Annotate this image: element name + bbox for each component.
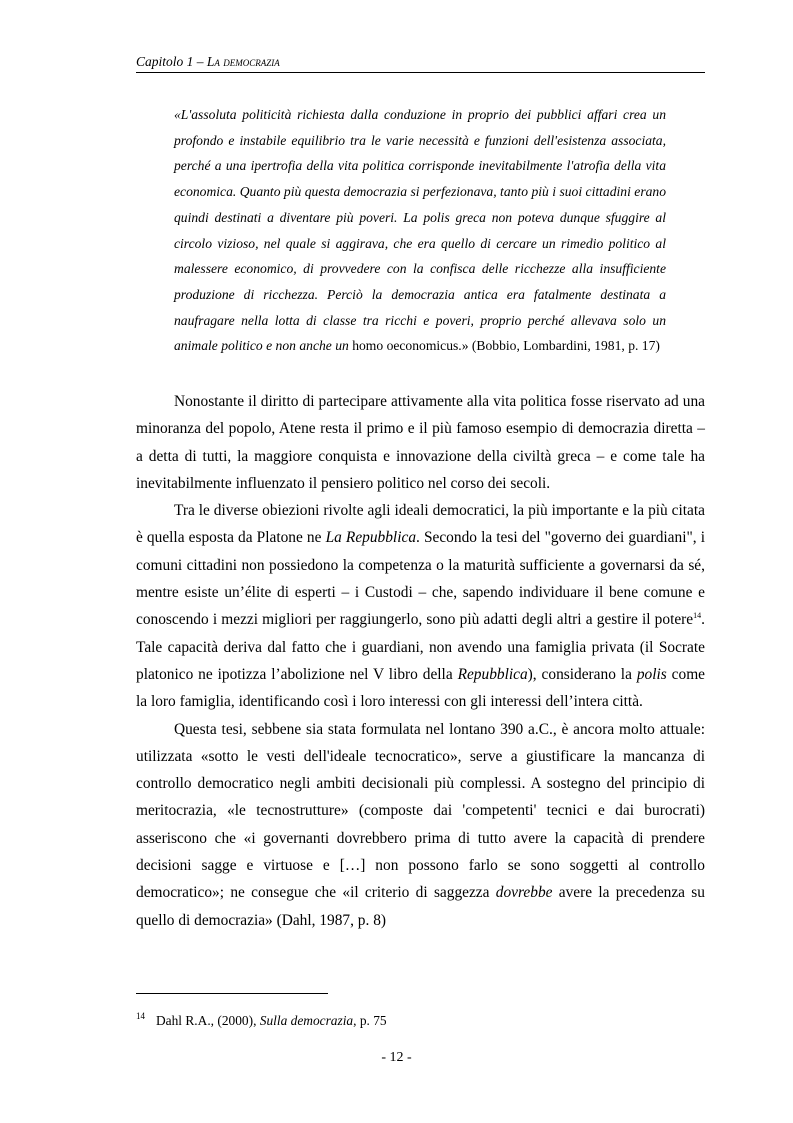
paragraph-2 xyxy=(136,497,705,715)
chapter-label: Capitolo 1 – xyxy=(136,54,207,69)
p2-polis: polis xyxy=(636,665,667,683)
p3-text-b: avere la precedenza su quello di democrazia» (Dahl, 1987, p. 8) xyxy=(136,884,705,929)
chapter-title: La democrazia xyxy=(206,54,280,69)
p2-text-d: ), considerano la xyxy=(527,665,637,683)
p2-work-title-2: Repubblica xyxy=(457,665,528,683)
paragraph-3 xyxy=(136,716,705,934)
footnote-author: Dahl R.A., (2000), xyxy=(156,1013,260,1028)
running-header xyxy=(136,54,705,70)
p3-text-a: Questa tesi, sebbene sia stata formulata nel lontano 390 a.C., è ancora molto attuale: utilizzata «sotto le vesti dell'ideale tecnocratico», serve a giustificare la mancanza di controllo democratico negli ambiti decisionali più complessi. A sostegno del principio di meritocrazia, «le tecnostrutture» (composte dai 'competenti' tecnici e dai burocrati) asseriscono che «i governanti dovrebbero prima di tutto avere la capacità di prendere decisioni sagge e virtuose e […] non possono farlo se sono soggetti al controllo democratico»; ne consegue che «il criterio di saggezza xyxy=(136,720,705,902)
footnote-work: Sulla democrazia xyxy=(259,1013,354,1028)
block-quote xyxy=(174,102,666,359)
page-number: - 12 - xyxy=(381,1050,412,1065)
main-text xyxy=(136,388,705,934)
footnote-mark: 14 xyxy=(136,1011,145,1021)
header-rule xyxy=(136,72,705,73)
p2-text-b: . Secondo la tesi del "governo dei guardiani", i comuni cittadini non possiedono la competenza o la maturità sufficiente a governarsi da sé, mentre esiste un’élite di esperti – i Custodi – che, sapendo individuare il bene comune e conoscendo i mezzi migliori per raggiungerlo, sono più adatti degli altri a gestire il potere xyxy=(136,529,705,629)
paragraph-1: Nonostante il diritto di partecipare attivamente alla vita politica fosse riservato ad una minoranza del popolo, Atene resta il primo e il più famoso esempio di democrazia diretta – a detta di tutti, la maggiore conquista e innovazione della civiltà greca – e come tale ha inevitabilmente influenzato il pensiero politico nel corso dei secoli. xyxy=(136,393,705,492)
p2-work-title: La Repubblica xyxy=(325,529,417,547)
p3-emphasis: dovrebbe xyxy=(495,884,553,902)
footnote-page: , p. 75 xyxy=(353,1013,387,1028)
p2-text-e: come la loro famiglia, identificando così i loro interessi con gli interessi dell’intera città. xyxy=(136,665,705,711)
footnote-rule xyxy=(136,993,328,994)
footnote-ref[interactable]: 14 xyxy=(693,611,702,621)
quote-text: «L'assoluta politicità richiesta dalla conduzione in proprio dei pubblici affari crea un profondo e instabile equilibrio tra le varie necessità e funzioni dell'esistenza associata, perché a una ipertrofia della vita politica corrisponde inevitabilmente l'atrofia della vita economica. Quanto più questa democrazia si perfezionava, tanto più i suoi cittadini erano quindi destinati a diventare più poveri. La polis greca non poteva dunque sfuggire al circolo vizioso, nel quale si aggirava, che era quello di cercare un rimedio politico al malessere economico, di provvedere con la confisca delle ricchezze alla insufficiente produzione di ricchezza. Perciò la democrazia antica era fatalmente destinata a naufragare nella lotta di classe tra ricchi e poveri, proprio perché allevava solo un animale politico e non anche un xyxy=(174,107,666,354)
p2-text-a: Tra le diverse obiezioni rivolte agli ideali democratici, la più importante e la più citata è quella esposta da Platone ne xyxy=(136,502,705,547)
footnote xyxy=(136,1013,705,1029)
quote-citation: homo oeconomicus.» (Bobbio, Lombardini, 1981, p. 17) xyxy=(352,338,660,354)
p2-text-c: . Tale capacità deriva dal fatto che i guardiani, non avendo una famiglia privata (il Socrate platonico ne ipotizza l’abolizione nel V libro della xyxy=(136,611,705,683)
